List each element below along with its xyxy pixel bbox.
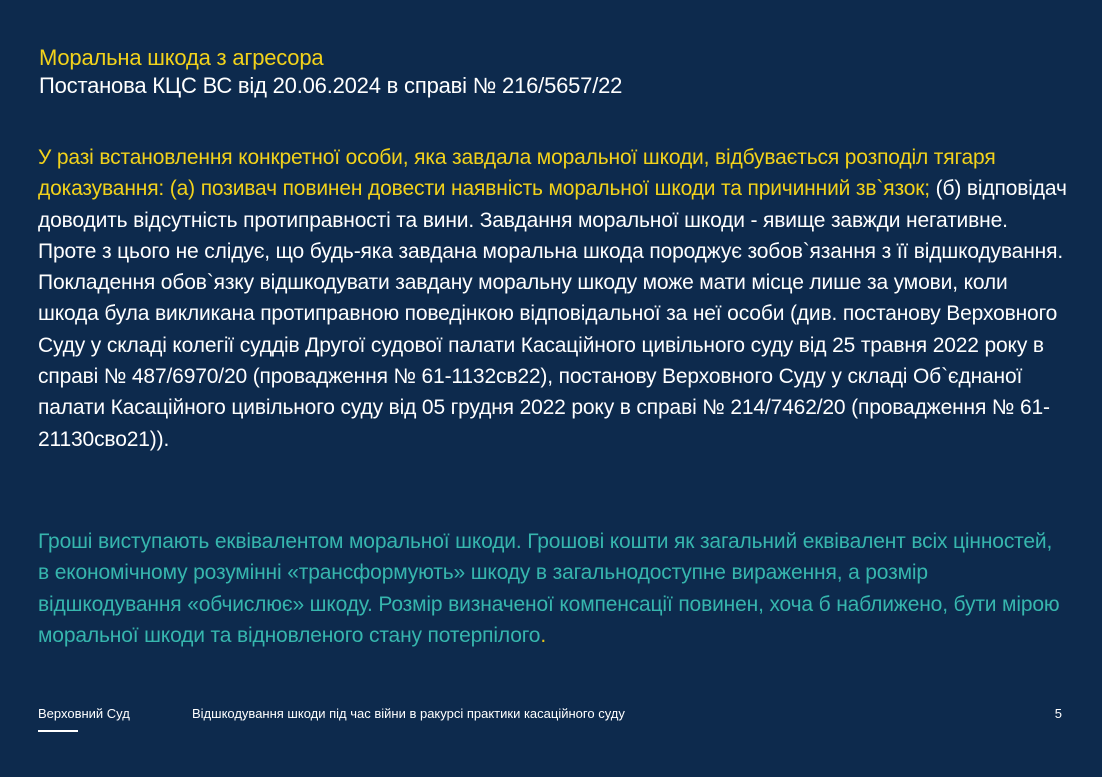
footer-divider (38, 730, 78, 732)
footer-topic: Відшкодування шкоди під час війни в ракурсі практики касаційного суду (192, 706, 625, 721)
paragraph-highlight: У разі встановлення конкретної особи, яка завдала моральної шкоди, відбувається розподіл тягаря доказування: (а) позивач повинен довести наявність моральної шкоди та причинний зв`язок; (38, 146, 996, 201)
page-number: 5 (1054, 706, 1062, 721)
paragraph-teal-tail: . (540, 623, 547, 647)
paragraph-burden-of-proof (38, 142, 1068, 455)
title-block (39, 44, 1059, 100)
paragraph-teal-text: Гроші виступають еквівалентом моральної шкоди. Грошові кошти як загальний еквівалент всіх цінностей, в економічному розумінні «трансформують» шкоду в загальнодоступне вираження, а розмір відшкодування «обчислює» шкоду. Розмір визначеної компенсації повинен, хоча б наближено, бути мірою моральної шкоди та відновленого стану потерпілого (38, 530, 1060, 647)
paragraph-body: (б) відповідач доводить відсутність протиправності та вини. Завдання моральної шкоди - явище завжди негативне. Проте з цього не слідує, що будь-яка завдана моральна шкода породжує зобов`язання з її відшкодування. Покладення обов`язку відшкодувати завдану моральну шкоду може мати місце лише за умови, коли шкода була викликана протиправною поведінкою відповідальної за неї особи (див. постанову Верховного Суду у складі колегії суддів Другої судової палати Касаційного цивільного суду від 25 травня 2022 року в справі № 487/6970/20 (провадження № 61-1132св22), постанову Верховного Суду у складі Об`єднаної палати Касаційного цивільного суду від 05 грудня 2022 року в справі № 214/7462/20 (провадження № 61-21130сво21)). (38, 177, 1067, 451)
paragraph-money-equivalent (38, 526, 1068, 651)
footer-organization: Верховний Суд (38, 706, 130, 721)
slide-title: Моральна шкода з агресора (39, 45, 324, 70)
slide-subtitle: Постанова КЦС ВС від 20.06.2024 в справі № 216/5657/22 (39, 73, 623, 98)
